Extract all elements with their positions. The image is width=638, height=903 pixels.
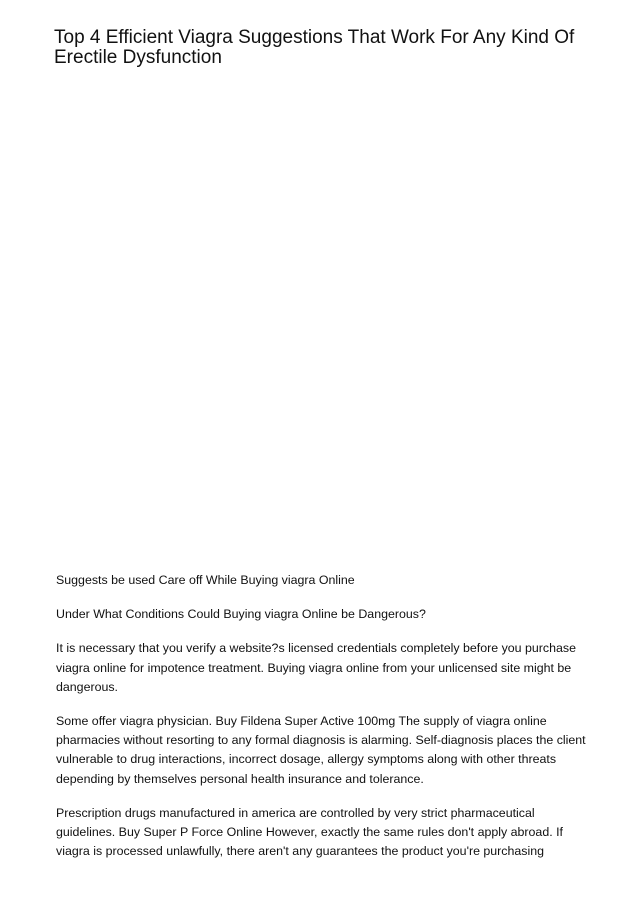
paragraph-question: Under What Conditions Could Buying viagra Online be Dangerous? [56, 607, 426, 622]
paragraph: Prescription drugs manufactured in america are controlled by very strict pharmaceutical guidelines. Buy Super P Force Online However, exactly the same rules don't apply abroad. If viagra is processed unlawfully, there aren't any guarantees the product you're purchasing [56, 805, 563, 859]
paragraph: It is necessary that you verify a website?s licensed credentials completely before you purchase viagra online for impotence treatment. Buying viagra online from your unlicensed site might be dangerous. [56, 641, 576, 694]
paragraph-heading: Suggests be used Care off While Buying viagra Online [56, 573, 355, 587]
paragraph: Some offer viagra physician. Buy Fildena Super Active 100mg The supply of viagra online pharmacies without resorting to any formal diagnosis is alarming. Self-diagnosis places the client vulnerable to drug interactions, incorrect dosage, allergy symptoms along with other threats depending by themselves personal health insurance and tolerance. [56, 714, 586, 786]
document-body [56, 571, 586, 876]
page-title: Top 4 Efficient Viagra Suggestions That Work For Any Kind Of Erectile Dysfunction [54, 27, 575, 68]
